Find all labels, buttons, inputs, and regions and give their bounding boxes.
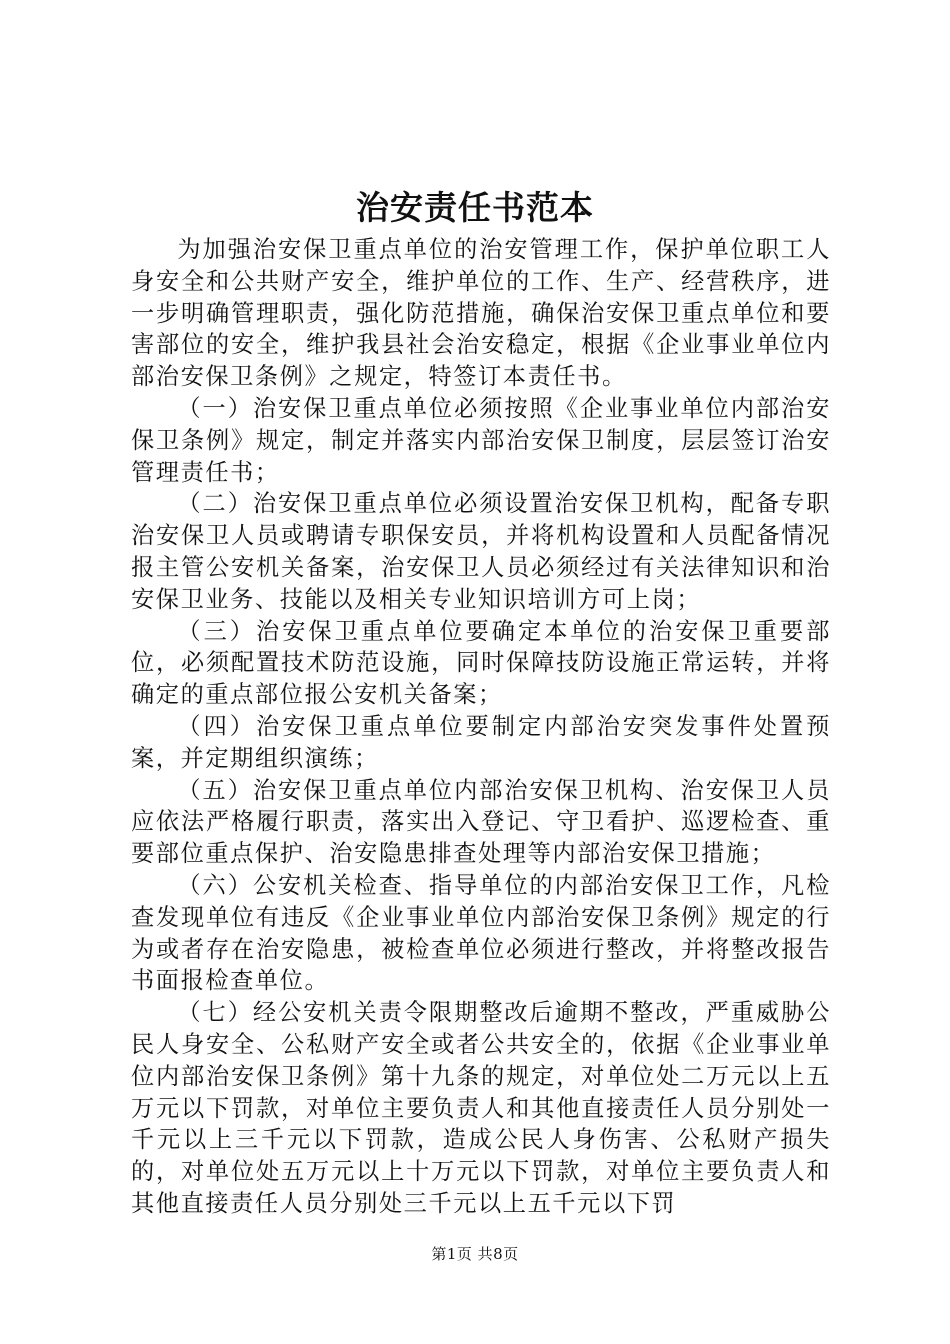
paragraph-item-1: （一）治安保卫重点单位必须按照《企业事业单位内部治安保卫条例》规定，制定并落实内部治安保卫制度，层层签订治安管理责任书； xyxy=(131,394,831,486)
paragraph-item-6: （六）公安机关检查、指导单位的内部治安保卫工作，凡检查发现单位有违反《企业事业单位内部治安保卫条例》规定的行为或者存在治安隐患，被检查单位必须进行整改，并将整改报告书面报检查单位。 xyxy=(131,871,831,995)
paragraph-intro: 为加强治安保卫重点单位的治安管理工作，保护单位职工人身安全和公共财产安全，维护单位的工作、生产、经营秩序，进一步明确管理职责，强化防范措施，确保治安保卫重点单位和要害部位的安全，维护我县社会治安稳定，根据《企业事业单位内部治安保卫条例》之规定，特签订本责任书。 xyxy=(131,236,831,391)
paragraph-item-5: （五）治安保卫重点单位内部治安保卫机构、治安保卫人员应依法严格履行职责，落实出入登记、守卫看护、巡逻检查、重要部位重点保护、治安隐患排查处理等内部治安保卫措施； xyxy=(131,776,831,868)
page-number-footer: 第1页 共8页 xyxy=(431,1245,519,1263)
document-body xyxy=(131,234,831,1220)
paragraph-item-7: （七）经公安机关责令限期整改后逾期不整改，严重威胁公民人身安全、公私财产安全或者公共安全的，依据《企业事业单位内部治安保卫条例》第十九条的规定，对单位处二万元以上五万元以下罚款，对单位主要负责人和其他直接责任人员分别处一千元以上三千元以下罚款，造成公民人身伤害、公私财产损失的，对单位处五万元以上十万元以下罚款，对单位主要负责人和其他直接责任人员分别处三千元以上五千元以下罚 xyxy=(131,999,831,1217)
paragraph-item-2: （二）治安保卫重点单位必须设置治安保卫机构，配备专职治安保卫人员或聘请专职保安员，并将机构设置和人员配备情况报主管公安机关备案，治安保卫人员必须经过有关法律知识和治安保卫业务、技能以及相关专业知识培训方可上岗； xyxy=(131,490,831,613)
paragraph-item-3: （三）治安保卫重点单位要确定本单位的治安保卫重要部位，必须配置技术防范设施，同时保障技防设施正常运转，并将确定的重点部位报公安机关备案； xyxy=(131,617,831,709)
document-title: 治安责任书范本 xyxy=(356,188,594,227)
paragraph-item-4: （四）治安保卫重点单位要制定内部治安突发事件处置预案，并定期组织演练； xyxy=(131,712,831,772)
